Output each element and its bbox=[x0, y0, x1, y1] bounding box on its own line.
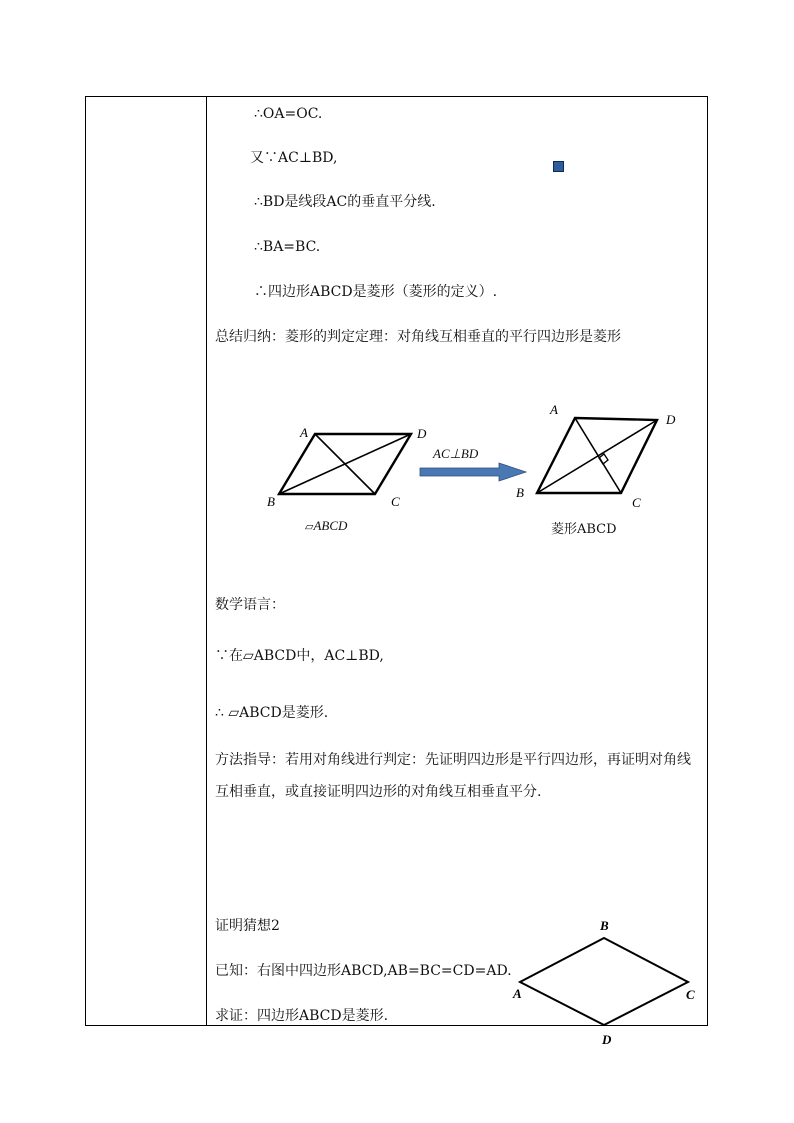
conjecture2-prove: 求证：四边形ABCD是菱形. bbox=[215, 1008, 389, 1024]
fig2-label-d: D bbox=[666, 412, 676, 427]
fig3-label-d: D bbox=[602, 1032, 612, 1047]
fig1-caption-text: ABCD bbox=[313, 518, 348, 533]
method-guide: 方法指导：若用对角线进行判定：先证明四边形是平行四边形，再证明对角线互相垂直，或直接证明四边形的对角线互相垂直平分. bbox=[215, 752, 691, 800]
table-column-divider bbox=[206, 96, 207, 1026]
parallelogram-figure bbox=[262, 420, 432, 512]
proof-line-5: ∴四边形ABCD是菱形（菱形的定义）. bbox=[254, 284, 498, 300]
arrow-label: AC⊥BD bbox=[433, 446, 479, 461]
fig1-label-a: A bbox=[300, 425, 308, 440]
fig2-label-a: A bbox=[550, 402, 558, 417]
rhombus-figure bbox=[508, 400, 688, 512]
fig3-label-c: C bbox=[686, 987, 695, 1002]
fig1-label-d: D bbox=[417, 426, 427, 441]
proof-line-2: 又∵AC⊥BD, bbox=[250, 150, 338, 166]
parallelogram-symbol: ▱ bbox=[305, 521, 314, 533]
fig1-label-c: C bbox=[391, 494, 400, 509]
fig3-label-a: A bbox=[513, 986, 522, 1001]
math-language-given: ∵在▱ABCD中，AC⊥BD, bbox=[215, 648, 384, 664]
fig3-label-b: B bbox=[600, 918, 609, 933]
marker-square-icon bbox=[553, 161, 564, 172]
fig2-label-b: B bbox=[516, 485, 524, 500]
proof-line-1: ∴OA=OC. bbox=[254, 106, 323, 122]
proof-line-4: ∴BA=BC. bbox=[254, 239, 321, 255]
proof-line-3: ∴BD是线段AC的垂直平分线. bbox=[254, 194, 436, 210]
lesson-table bbox=[85, 96, 708, 1026]
fig1-label-b: B bbox=[267, 494, 275, 509]
fig2-label-c: C bbox=[632, 495, 641, 510]
summary-theorem: 总结归纳：菱形的判定定理：对角线互相垂直的平行四边形是菱形 bbox=[215, 329, 621, 345]
fig1-caption bbox=[305, 518, 347, 534]
conjecture2-given: 已知：右图中四边形ABCD,AB=BC=CD=AD. bbox=[215, 963, 512, 979]
rhombus-diamond-figure bbox=[508, 915, 700, 1047]
math-language-heading: 数学语言： bbox=[215, 597, 285, 613]
math-language-conclusion: ∴ ▱ABCD是菱形. bbox=[215, 705, 329, 721]
conjecture2-title: 证明猜想2 bbox=[215, 918, 280, 934]
fig2-caption: 菱形ABCD bbox=[551, 522, 617, 537]
